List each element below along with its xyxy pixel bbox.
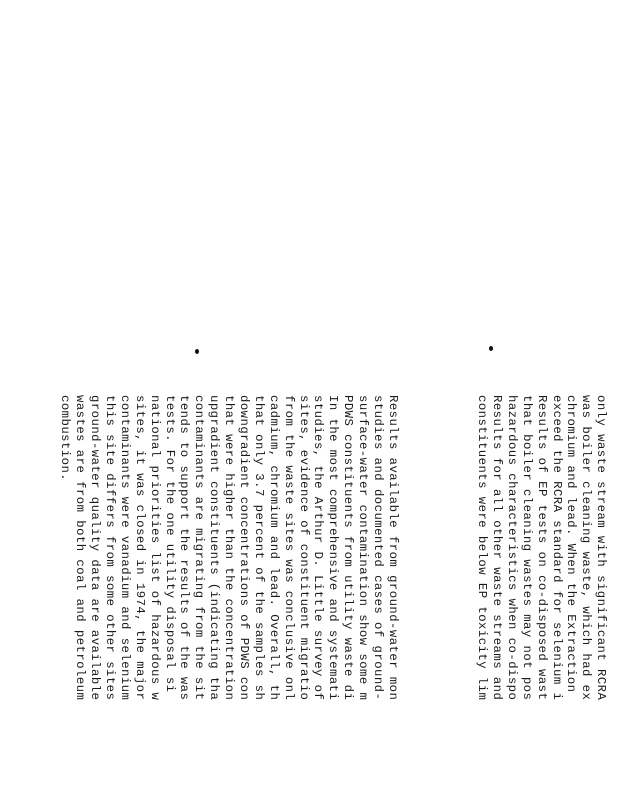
- text-line: chromium and lead. When the Extraction: [564, 395, 579, 693]
- text-line: studies, the Arthur D. Little survey of: [311, 395, 326, 701]
- text-line: sites, it was closed in 1974, the major: [132, 395, 147, 701]
- text-line: downgradient concentrations of PDWS con: [237, 395, 252, 701]
- text-line: tests. For the one utility disposal si: [162, 395, 177, 693]
- text-line: contaminants were vanadium and selenium: [117, 395, 132, 701]
- text-line: was boiler cleaning waste, which had ex: [579, 395, 594, 701]
- text-line: that only 3.7 percent of the samples sh: [251, 395, 266, 701]
- text-line: cadmium, chromium and lead. Overall, th: [266, 395, 281, 701]
- text-line: wastes are from both coal and petroleum: [73, 395, 88, 701]
- punch-hole-mark: [195, 349, 199, 354]
- text-line: national priorities list of hazardous w: [147, 395, 162, 701]
- text-line: constituents were below EP toxicity lim: [475, 395, 490, 701]
- text-line: PDWS constituents from utility waste di: [341, 395, 356, 701]
- text-line: upgradient constituents (indicating tha: [207, 395, 222, 701]
- text-line: sites, evidence of constituent migratio: [296, 395, 311, 701]
- text-line: this site differs from some other sites: [103, 395, 118, 701]
- rotated-text-block: [58, 395, 618, 800]
- text-line: studies and documented cases of ground-: [371, 395, 386, 701]
- text-line: tends to support the results of the was: [177, 395, 192, 701]
- paragraph: [57, 395, 399, 800]
- text-line: exceed the RCRA standard for selenium i: [549, 395, 564, 701]
- text-line: from the waste sites was conclusive onl: [281, 395, 296, 701]
- text-line: that were higher than the concentration: [222, 395, 237, 701]
- text-line: hazardous characteristics when co-dispo: [504, 395, 519, 701]
- text-line: contaminants are migrating from the sit: [192, 395, 207, 701]
- text-line: only waste stream with significant RCRA: [594, 395, 609, 701]
- text-line: that boiler cleaning wastes may not pos: [519, 395, 534, 701]
- text-line: ground-water quality data are available: [88, 395, 103, 701]
- text-line: Results for all other waste streams and: [489, 395, 504, 701]
- text-line: In the most comprehensive and systemati: [326, 395, 341, 701]
- text-line: Results of EP tests on co-disposed wast: [534, 395, 549, 701]
- punch-hole-mark: [489, 346, 493, 351]
- text-line: combustion.: [58, 395, 73, 482]
- text-line: surface-water contamination show some m: [356, 395, 371, 701]
- paragraph: [474, 395, 608, 800]
- text-line: Results available from ground-water mon: [385, 395, 400, 701]
